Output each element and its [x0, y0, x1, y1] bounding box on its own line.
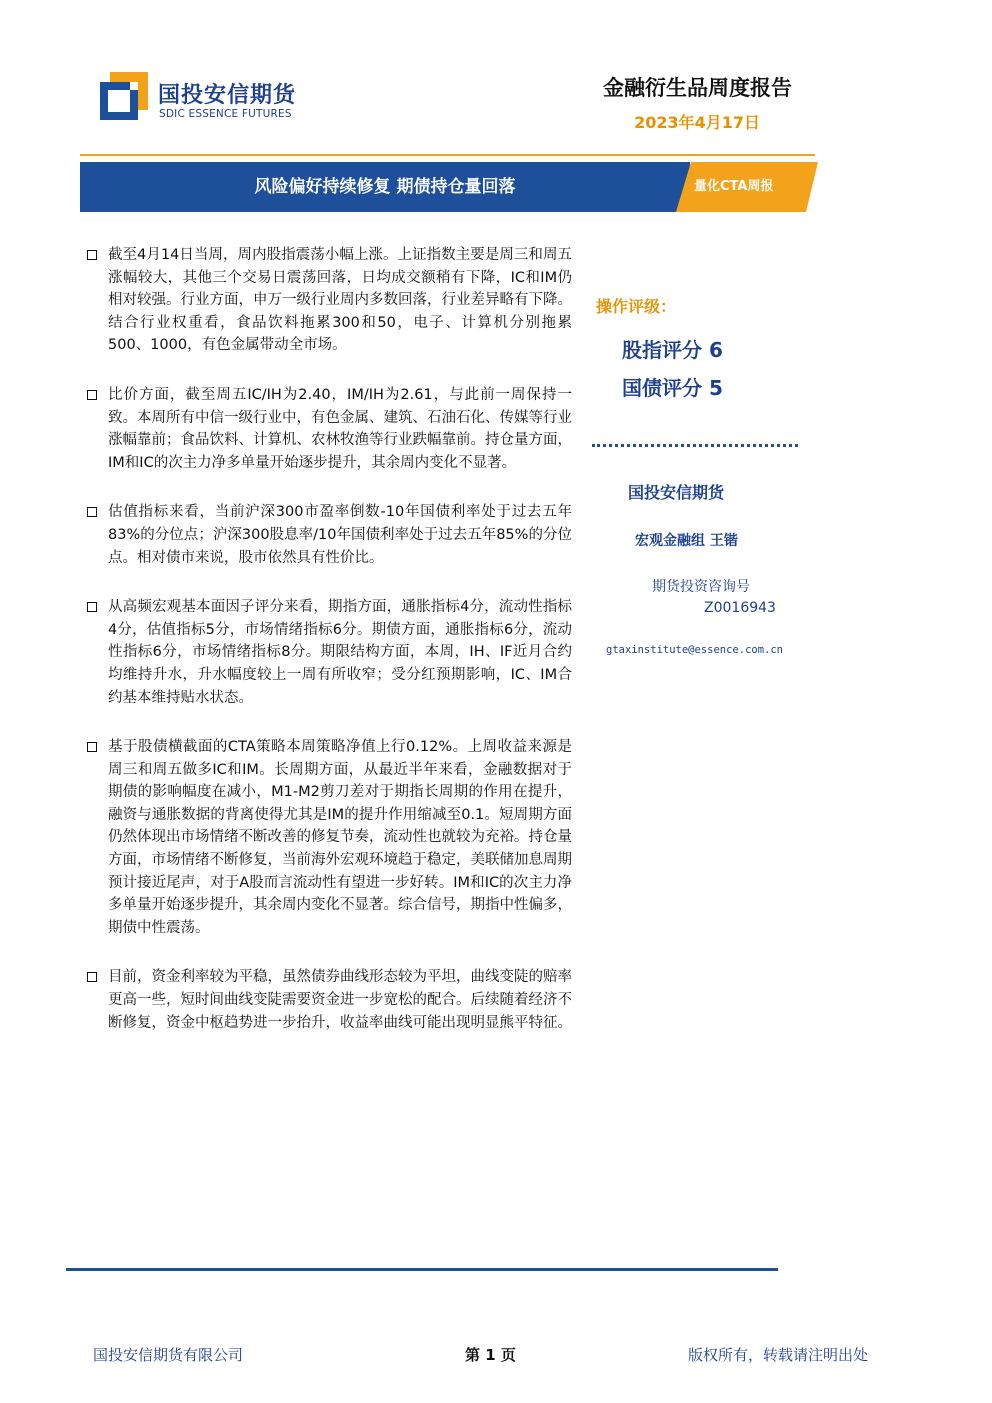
- contact-email: gtaxinstitute@essence.com.cn: [606, 644, 784, 656]
- copyright-notice: 版权所有，转载请注明出处: [688, 1346, 869, 1364]
- footer-divider: [66, 1268, 778, 1271]
- summary-paragraph: [86, 384, 572, 474]
- report-headline: 风险偏好持续修复 期债持仓量回落: [254, 177, 516, 197]
- paragraph-text: 从高频宏观基本面因子评分来看，期指方面，通胀指标4分，流动性指标4分，估值指标5分，市场情绪指标6分。期债方面，通胀指标6分，流动性指标6分，市场情绪指标8分。期限结构方面，本周，IH、IF近月合约均维持升水，升水幅度较上一周有所收窄；受分红预期影响，IC、IM合约基本维持贴水状态。: [108, 599, 572, 706]
- logo-english-name: SDIC ESSENCE FUTURES: [159, 108, 292, 120]
- title-banner: [80, 162, 818, 212]
- paragraph-text: 截至4月14日当周，周内股指震荡小幅上涨。上证指数主要是周三和周五涨幅较大，其他三个交易日震荡回落，日均成交额稍有下降，IC和IM仍相对较强。行业方面，申万一级行业周内多数回落，行业差异略有下降。结合行业权重看，食品饮料拖累300和50，电子、计算机分别拖累500、1000，有色金属带动全市场。: [108, 247, 572, 354]
- footer-company: 国投安信期货有限公司: [93, 1346, 244, 1364]
- company-name: 国投安信期货: [628, 483, 725, 502]
- square-bullet-icon: [87, 507, 97, 517]
- square-bullet-icon: [87, 602, 97, 612]
- paragraph-text: 比价方面，截至周五IC/IH为2.40，IM/IH为2.61，与此前一周保持一致。本周所有中信一级行业中，有色金属、建筑、石油石化、传媒等行业涨幅靠前；食品饮料、计算机、农林牧渔等行业跌幅靠前。持仓量方面，IM和IC的次主力净多单量开始逐步提升，其余周内变化不显著。: [108, 386, 572, 471]
- report-category-tag: 量化CTA周报: [694, 179, 774, 194]
- summary-paragraph: [86, 736, 572, 939]
- summary-paragraph: [86, 501, 572, 569]
- logo-mark-icon: [100, 72, 148, 120]
- summary-paragraph: [86, 596, 572, 709]
- dotted-divider: [592, 444, 798, 447]
- page-number: 第 1 页: [465, 1346, 516, 1364]
- stock-index-rating: 股指评分 6: [622, 338, 723, 362]
- rating-label: 操作评级：: [596, 297, 677, 316]
- treasury-rating: 国债评分 5: [622, 376, 723, 400]
- license-label: 期货投资咨询号: [652, 579, 750, 595]
- report-body: [86, 244, 572, 1061]
- report-type-title: 金融衍生品周度报告: [603, 76, 792, 100]
- square-bullet-icon: [87, 250, 97, 260]
- square-bullet-icon: [87, 390, 97, 400]
- company-logo: [100, 72, 310, 128]
- summary-paragraph: [86, 966, 572, 1034]
- analyst-team: 宏观金融组 王锴: [635, 533, 738, 549]
- report-date: 2023年4月17日: [634, 113, 760, 132]
- paragraph-text: 估值指标来看，当前沪深300市盈率倒数-10年国债利率处于过去五年83%的分位点；沪深300股息率/10年国债利率处于过去五年85%的分位点。相对债市来说，股市依然具有性价比。: [108, 504, 572, 566]
- paragraph-text: 基于股债横截面的CTA策略本周策略净值上行0.12%。上周收益来源是周三和周五做多IC和IM。长周期方面，从最近半年来看，金融数据对于期债的影响幅度在减小，M1-M2剪刀差对于期指长周期的作用在提升，融资与通胀数据的背离使得尤其是IM的提升作用缩减至0.1。短周期方面仍然体现出市场情绪不断改善的修复节奏，流动性也就较为充裕。持仓量方面，市场情绪不断修复，当前海外宏观环境趋于稳定，美联储加息周期预计接近尾声，对于A股而言流动性有望进一步好转。IM和IC的次主力净多单量开始逐步提升，其余周内变化不显著。综合信号，期指中性偏多，期债中性震荡。: [108, 739, 572, 936]
- summary-paragraph: [86, 244, 572, 357]
- square-bullet-icon: [87, 972, 97, 982]
- license-number: Z0016943: [704, 600, 776, 616]
- square-bullet-icon: [87, 742, 97, 752]
- logo-chinese-name: 国投安信期货: [158, 83, 297, 108]
- paragraph-text: 目前，资金利率较为平稳，虽然债券曲线形态较为平坦，曲线变陡的赔率更高一些，短时间曲线变陡需要资金进一步宽松的配合。后续随着经济不断修复，资金中枢趋势进一步抬升，收益率曲线可能出现明显熊平特征。: [108, 969, 572, 1031]
- header-divider: [80, 154, 815, 156]
